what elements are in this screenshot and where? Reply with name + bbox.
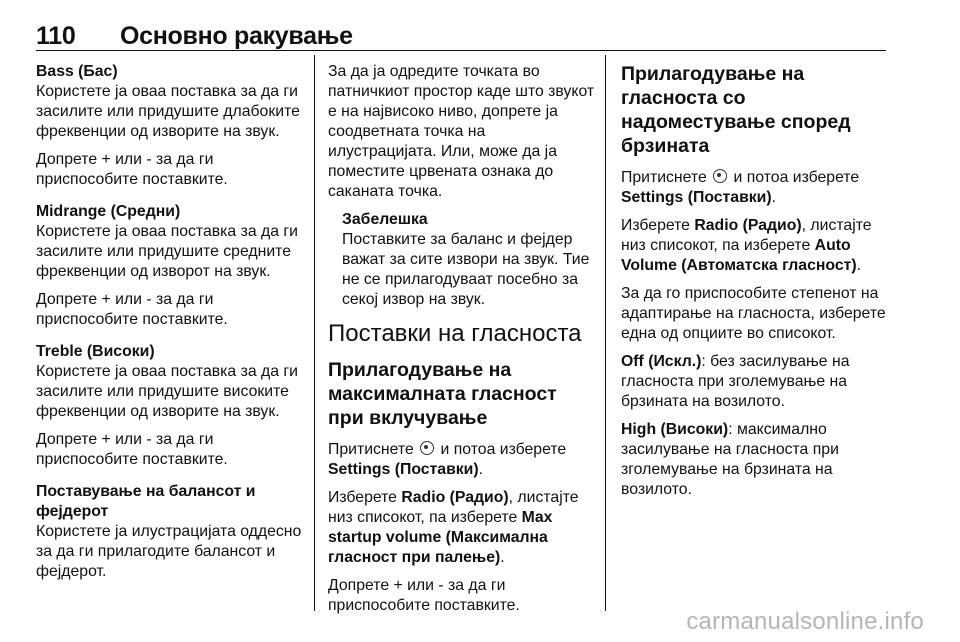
midrange-heading: Midrange (Средни) — [36, 203, 181, 220]
page-title: Основно ракување — [120, 22, 353, 50]
watermark: carmanualsonline.info — [686, 608, 924, 635]
option-high-desc: : максимално засилување на гласноста при зголемување на брзината на возилото. — [621, 421, 839, 498]
settings-menu-label: Settings (Поставки) — [621, 189, 772, 206]
balance-section — [36, 482, 306, 582]
bass-section — [36, 62, 306, 190]
step2-mid: , листајте низ списокот, па изберете — [621, 217, 872, 254]
radio-menu-label: Radio (Радио) — [401, 489, 509, 506]
section-title: Поставки на гласноста — [328, 320, 582, 347]
note-text: Поставките за баланс и фејдер важат за сите извори на звук. Тие не се прилагодуваат посебно за секој извор на звук. — [342, 231, 590, 308]
auto-volume-label: Auto Volume (Автоматска гласност) — [621, 237, 857, 274]
auto-volume-step2: Изберете Radio (Радио), листајте низ списокот, па изберете Auto Volume (Автоматска гласност). — [621, 217, 872, 274]
bass-heading: Bass (Бас) — [36, 63, 118, 80]
max-startup-step1: Притиснете и потоа изберете Settings (Поставки). — [328, 441, 567, 478]
page-header — [36, 22, 886, 52]
balance-description: Користете ја илустрацијата оддесно за да ги прилагодите балансот и фејдерот. — [36, 523, 302, 580]
max-startup-subtitle: Прилагодување на максималната гласност при вклучување — [328, 359, 557, 429]
max-startup-volume-label: Max startup volume (Максимална гласност при палење) — [328, 509, 553, 566]
auto-volume-step3: За да го приспособите степенот на адаптирање на гласноста, изберете една од опциите во списокот. — [621, 285, 886, 342]
bass-description: Користете ја оваа поставка за да ги засилите или придушите длабоките фреквенции од изворите на звук. — [36, 83, 300, 140]
step1-post: и потоа изберете — [440, 441, 567, 458]
config-icon — [420, 441, 434, 455]
column-divider-2 — [605, 55, 606, 611]
max-startup-step2: Изберете Radio (Радио), листајте низ списокот, па изберете Max startup volume (Максимална гласност при палење). — [328, 489, 579, 566]
step1-post: и потоа изберете — [733, 169, 860, 186]
settings-menu-label: Settings (Поставки) — [328, 461, 479, 478]
column-1 — [36, 62, 306, 590]
midrange-description: Користете ја оваа поставка за да ги засилите или придушите средните фреквенции од изворот на звук. — [36, 223, 298, 280]
auto-volume-subtitle: Прилагодување на гласноста со надоместување според брзината — [621, 63, 851, 157]
config-icon — [713, 169, 727, 183]
treble-description: Користете ја оваа поставка за да ги засилите или придушите високите фреквенции од изворите на звук. — [36, 363, 298, 420]
column-divider-1 — [314, 55, 315, 611]
balance-intro: За да ја одредите точката во патничкиот простор каде што звукот е на највисоко ниво, допрете ја соодветната точка на илустрацијата. Или, може да ја поместите црвената ознака до саканата точка. — [328, 63, 595, 200]
step1-pre: Притиснете — [621, 169, 707, 186]
column-2 — [328, 62, 596, 624]
treble-adjust: Допрете + или - за да ги приспособите поставките. — [36, 431, 228, 468]
step2-pre: Изберете — [328, 489, 397, 506]
radio-menu-label: Radio (Радио) — [694, 217, 802, 234]
midrange-adjust: Допрете + или - за да ги приспособите поставките. — [36, 291, 228, 328]
max-startup-step3: Допрете + или - за да ги приспособите поставките. — [328, 577, 520, 614]
step2-mid: , листајте низ списокот, па изберете — [328, 489, 579, 526]
option-high — [621, 420, 887, 500]
option-high-label: High (Високи) — [621, 421, 729, 438]
page-number: 110 — [36, 22, 76, 50]
header-rule — [36, 50, 886, 51]
step1-pre: Притиснете — [328, 441, 414, 458]
step2-pre: Изберете — [621, 217, 690, 234]
option-off-desc: : без засилување на гласноста при зголемување на брзината на возилото. — [621, 353, 850, 410]
auto-volume-step1: Притиснете и потоа изберете Settings (Поставки). — [621, 169, 860, 206]
column-3 — [621, 62, 887, 508]
note-box — [342, 210, 596, 310]
option-off — [621, 352, 887, 412]
balance-heading: Поставување на балансот и фејдерот — [36, 483, 256, 520]
treble-section — [36, 342, 306, 470]
note-title: Забелешка — [342, 211, 428, 228]
bass-adjust: Допрете + или - за да ги приспособите поставките. — [36, 151, 228, 188]
midrange-section — [36, 202, 306, 330]
option-off-label: Off (Искл.) — [621, 353, 702, 370]
treble-heading: Treble (Високи) — [36, 343, 155, 360]
